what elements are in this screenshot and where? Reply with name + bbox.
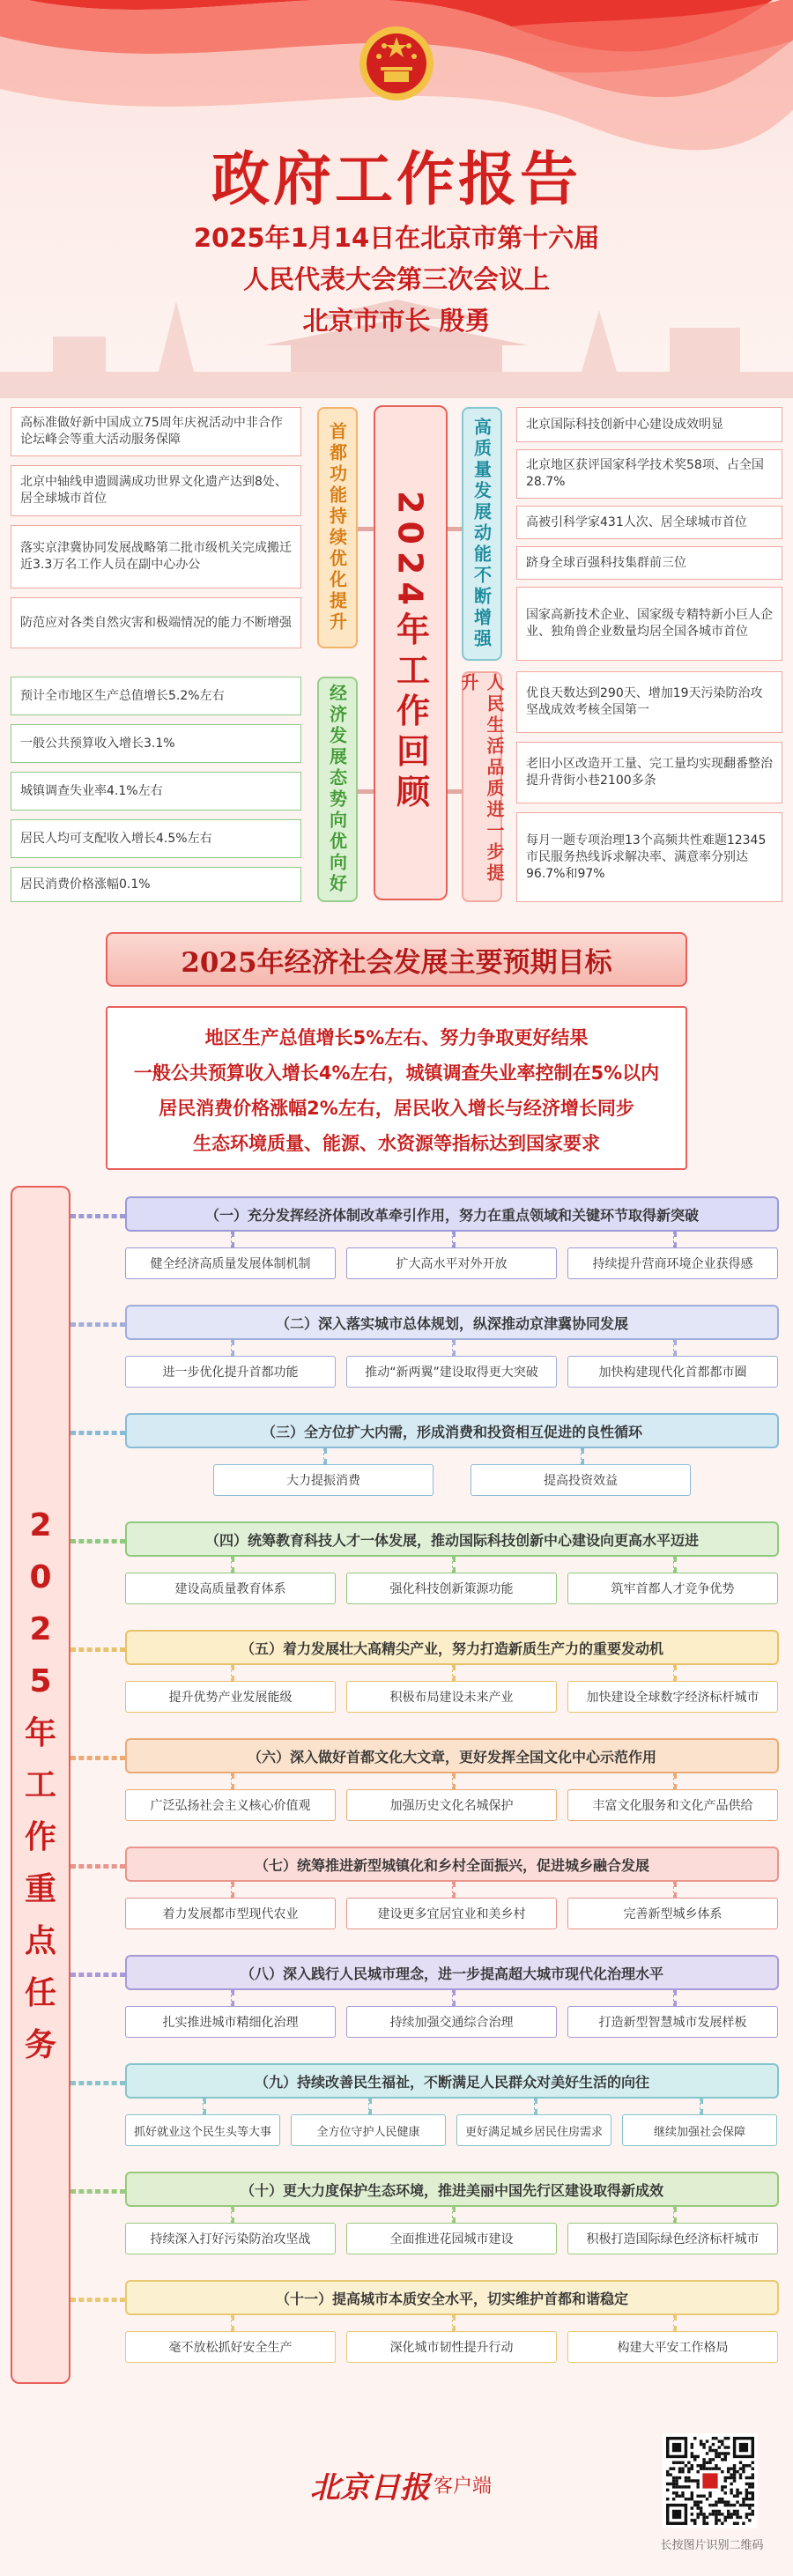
vertical-label-char: 2 <box>29 1506 52 1543</box>
connector-line <box>358 789 374 794</box>
task-subitem: 建设更多宜居宜业和美乡村 <box>346 1898 557 1929</box>
task-heading: （八）深入践行人民城市理念，进一步提高超大城市现代化治理水平 <box>125 1955 779 1990</box>
task-sub-connector <box>452 1557 456 1573</box>
header <box>0 0 793 398</box>
vertical-label-char: 点 <box>24 1922 56 1959</box>
target-line: 地区生产总值增长5%左右、努力争取更好结果 <box>204 1027 589 1048</box>
review-left-item: 一般公共预算收入增长3.1% <box>11 724 301 763</box>
review-category-capital-function: 首都功能持续优化提升 <box>317 407 358 648</box>
task-heading: （七）统筹推进新型城镇化和乡村全面振兴，促进城乡融合发展 <box>125 1847 779 1882</box>
task-subitem: 构建大平安工作格局 <box>567 2331 778 2363</box>
task-sub-connector <box>700 2099 703 2114</box>
task-sub-connector <box>231 2315 234 2331</box>
review-left-item: 北京中轴线申遗圆满成功世界文化遗产达到8处、居全球城市首位 <box>11 465 301 516</box>
review-2024-center-label: 2024年工作回顾 <box>374 405 448 900</box>
page-title: 政府工作报告 <box>211 145 582 213</box>
task-sub-connector <box>231 1557 234 1573</box>
logo-suffix: 客户端 <box>434 2475 493 2498</box>
task-subitem: 抓好就业这个民生头等大事 <box>125 2114 280 2146</box>
vertical-label-char: 任 <box>24 1974 56 2011</box>
task-subitem: 持续深入打好污染防治攻坚战 <box>125 2223 336 2254</box>
task-heading: （十一）提高城市本质安全水平，切实维护首都和谐稳定 <box>125 2280 779 2315</box>
task-subitem: 筑牢首都人才竞争优势 <box>567 1573 778 1604</box>
task-subitem: 加强历史文化名城保护 <box>346 1789 557 1821</box>
task-heading: （二）深入落实城市总体规划，纵深推动京津冀协同发展 <box>125 1305 779 1340</box>
review-left-item: 预计全市地区生产总值增长5.2%左右 <box>11 677 301 715</box>
report-session-line: 人民代表大会第三次会议上 <box>242 264 550 294</box>
task-subitem: 更好满足城乡居民住房需求 <box>456 2114 611 2146</box>
review-right-item: 北京地区获评国家科学技术奖58项、占全国28.7% <box>516 449 782 499</box>
task-subitem: 深化城市韧性提升行动 <box>346 2331 557 2363</box>
report-speaker-line: 北京市市长 殷勇 <box>302 306 491 336</box>
task-subitem: 完善新型城乡体系 <box>567 1898 778 1929</box>
task-subitem: 加快建设全球数字经济标杆城市 <box>567 1681 778 1713</box>
task-connector <box>70 1431 125 1435</box>
task-sub-connector <box>534 2099 537 2114</box>
task-connector <box>70 2189 125 2194</box>
task-connector <box>70 1539 125 1543</box>
task-sub-connector <box>452 1232 456 1247</box>
task-heading: （三）全方位扩大内需，形成消费和投资相互促进的良性循环 <box>125 1413 779 1448</box>
review-left-item: 防范应对各类自然灾害和极端情况的能力不断增强 <box>11 597 301 648</box>
task-connector <box>70 2298 125 2302</box>
vertical-label-char: 2 <box>29 1610 52 1647</box>
task-sub-connector <box>231 2207 234 2223</box>
task-heading: （十）更大力度保护生态环境，推进美丽中国先行区建设取得新成效 <box>125 2172 779 2207</box>
task-subitem: 毫不放松抓好安全生产 <box>125 2331 336 2363</box>
review-left-item: 落实京津冀协同发展战略第二批市级机关完成搬迁近3.3万名工作人员在副中心办公 <box>11 525 301 588</box>
vertical-label-char: 0 <box>29 1558 52 1595</box>
task-sub-connector <box>231 1990 234 2006</box>
task-subitem: 全方位守护人民健康 <box>291 2114 446 2146</box>
task-heading: （六）深入做好首都文化大文章，更好发挥全国文化中心示范作用 <box>125 1738 779 1773</box>
task-connector <box>70 1864 125 1869</box>
task-sub-connector <box>452 2207 456 2223</box>
logo-name: 北京日报 <box>310 2469 430 2506</box>
task-subitem: 加快构建现代化首都都市圈 <box>567 1356 778 1388</box>
task-sub-connector <box>452 1340 456 1356</box>
beijing-daily-logo <box>310 2460 522 2509</box>
task-sub-connector <box>452 1665 456 1681</box>
task-sub-connector <box>673 1773 677 1789</box>
vertical-label-char: 重 <box>24 1870 56 1907</box>
task-sub-connector <box>673 1232 677 1247</box>
task-sub-connector <box>673 1557 677 1573</box>
task-subitem: 着力发展都市型现代农业 <box>125 1898 336 1929</box>
report-date-line: 2025年1月14日在北京市第十六届 <box>193 223 600 253</box>
task-connector <box>70 1214 125 1218</box>
task-sub-connector <box>231 1882 234 1898</box>
vertical-label-char: 务 <box>24 2026 56 2063</box>
task-subitem: 建设高质量教育体系 <box>125 1573 336 1604</box>
task-heading: （四）统筹教育科技人才一体发展，推动国际科技创新中心建设向更高水平迈进 <box>125 1521 779 1557</box>
task-sub-connector <box>452 1990 456 2006</box>
task-subitem: 强化科技创新策源功能 <box>346 1573 557 1604</box>
tasks-2025-vertical-label <box>11 1186 70 2384</box>
review-left-item: 高标准做好新中国成立75周年庆祝活动中非合作论坛峰会等重大活动服务保障 <box>11 407 301 456</box>
task-subitem: 丰富文化服务和文化产品供给 <box>567 1789 778 1821</box>
targets-2025-title: 2025年经济社会发展主要预期目标 <box>106 932 687 987</box>
task-sub-connector <box>673 1990 677 2006</box>
task-sub-connector <box>452 1882 456 1898</box>
task-sub-connector <box>581 1448 584 1464</box>
qr-caption: 长按图片识别二维码 <box>660 2539 764 2552</box>
vertical-label-char: 工 <box>24 1766 56 1803</box>
task-subitem: 健全经济高质量发展体制机制 <box>125 1247 336 1279</box>
task-subitem: 全面推进花园城市建设 <box>346 2223 557 2254</box>
task-connector <box>70 1322 125 1327</box>
review-right-item: 老旧小区改造开工量、完工量均实现翻番整治提升背街小巷2100多条 <box>516 742 782 803</box>
task-sub-connector <box>203 2099 206 2114</box>
review-right-item: 高被引科学家431人次、居全球城市首位 <box>516 506 782 539</box>
target-line: 一般公共预算收入增长4%左右，城镇调查失业率控制在5%以内 <box>133 1062 660 1084</box>
task-subitem: 打造新型智慧城市发展样板 <box>567 2006 778 2038</box>
task-sub-connector <box>452 1773 456 1789</box>
target-line: 生态环境质量、能源、水资源等指标达到国家要求 <box>193 1133 600 1154</box>
task-subitem: 进一步优化提升首都功能 <box>125 1356 336 1388</box>
task-subitem: 提升优势产业发展能级 <box>125 1681 336 1713</box>
connector-line <box>358 527 374 531</box>
task-subitem: 继续加强社会保障 <box>622 2114 777 2146</box>
national-emblem-icon <box>358 25 435 102</box>
task-connector <box>70 1756 125 1760</box>
task-subitem: 积极打造国际绿色经济标杆城市 <box>567 2223 778 2254</box>
task-sub-connector <box>323 1448 327 1464</box>
task-connector <box>70 2081 125 2085</box>
review-left-item: 城镇调查失业率4.1%左右 <box>11 772 301 811</box>
task-subitem: 扩大高水平对外开放 <box>346 1247 557 1279</box>
review-right-item: 跻身全球百强科技集群前三位 <box>516 546 782 580</box>
review-right-item: 每月一题专项治理13个高频共性难题12345市民服务热线诉求解决率、满意率分别达96.7%和97% <box>516 812 782 902</box>
vertical-label-char: 5 <box>29 1662 52 1699</box>
task-sub-connector <box>673 1882 677 1898</box>
task-subitem: 扎实推进城市精细化治理 <box>125 2006 336 2038</box>
task-connector <box>70 1973 125 1977</box>
target-line: 居民消费价格涨幅2%左右，居民收入增长与经济增长同步 <box>159 1098 634 1119</box>
task-sub-connector <box>673 1665 677 1681</box>
task-sub-connector <box>231 1665 234 1681</box>
review-left-item: 居民消费价格涨幅0.1% <box>11 867 301 902</box>
task-subitem: 推动“新两翼”建设取得更大突破 <box>346 1356 557 1388</box>
task-sub-connector <box>231 1340 234 1356</box>
review-category-development: 高质量发展动能不断增强 <box>462 407 502 661</box>
task-subitem: 积极布局建设未来产业 <box>346 1681 557 1713</box>
review-category-livelihood: 人民生活品质进一步提升 <box>462 671 502 902</box>
review-category-economy: 经济发展态势向优向好 <box>317 677 358 902</box>
task-sub-connector <box>368 2099 372 2114</box>
task-subitem: 提高投资效益 <box>471 1464 691 1496</box>
task-sub-connector <box>673 1340 677 1356</box>
task-sub-connector <box>231 1773 234 1789</box>
task-sub-connector <box>231 1232 234 1247</box>
review-left-item: 居民人均可支配收入增长4.5%左右 <box>11 819 301 858</box>
review-right-item: 北京国际科技创新中心建设成效明显 <box>516 407 782 442</box>
task-heading: （九）持续改善民生福祉，不断满足人民群众对美好生活的向往 <box>125 2063 779 2099</box>
vertical-label-char: 作 <box>24 1818 56 1855</box>
task-sub-connector <box>673 2315 677 2331</box>
task-heading: （五）着力发展壮大高精尖产业，努力打造新质生产力的重要发动机 <box>125 1630 779 1665</box>
task-sub-connector <box>673 2207 677 2223</box>
qr-code-icon[interactable] <box>663 2433 758 2528</box>
vertical-label-char: 年 <box>24 1714 56 1751</box>
review-right-item: 国家高新技术企业、国家级专精特新小巨人企业、独角兽企业数量均居全国各城市首位 <box>516 587 782 661</box>
task-subitem: 持续提升营商环境企业获得感 <box>567 1247 778 1279</box>
review-right-item: 优良天数达到290天、增加19天污染防治攻坚战成效考核全国第一 <box>516 671 782 733</box>
task-subitem: 持续加强交通综合治理 <box>346 2006 557 2038</box>
task-subitem: 广泛弘扬社会主义核心价值观 <box>125 1789 336 1821</box>
task-subitem: 大力提振消费 <box>213 1464 434 1496</box>
targets-2025-box <box>106 1006 687 1170</box>
task-heading: （一）充分发挥经济体制改革牵引作用，努力在重点领域和关键环节取得新突破 <box>125 1196 779 1232</box>
task-connector <box>70 1647 125 1652</box>
task-sub-connector <box>452 2315 456 2331</box>
